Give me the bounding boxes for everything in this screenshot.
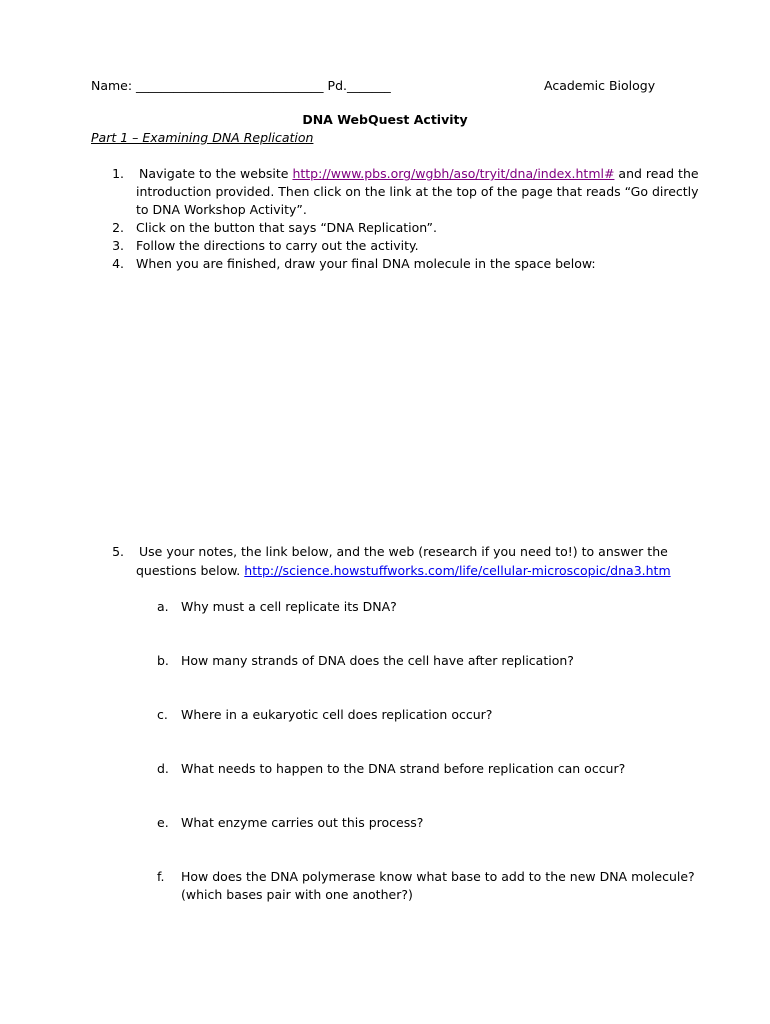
- step-text-line: introduction provided. Then click on the link at the top of the page that reads “Go directly: [136, 184, 699, 199]
- question-letter: d.: [157, 761, 169, 776]
- question-letter: e.: [157, 815, 169, 830]
- step-text: [139, 166, 699, 181]
- step-number: 4.: [112, 256, 124, 271]
- step-number: 2.: [112, 220, 124, 235]
- part-heading: Part 1 – Examining DNA Replication: [91, 130, 314, 145]
- question-letter: a.: [157, 599, 169, 614]
- step-number: 3.: [112, 238, 124, 253]
- drawing-space[interactable]: [136, 280, 676, 530]
- question-text: What enzyme carries out this process?: [181, 815, 424, 830]
- pbs-dna-link[interactable]: http://www.pbs.org/wgbh/aso/tryit/dna/index.html#: [292, 166, 615, 181]
- question-text: How many strands of DNA does the cell have after replication?: [181, 653, 574, 668]
- step-text-pre: questions below.: [136, 563, 245, 578]
- question-letter: c.: [157, 707, 168, 722]
- step-text: [136, 563, 671, 578]
- question-text: How does the DNA polymerase know what base to add to the new DNA molecule?: [181, 869, 695, 884]
- name-period-line: Name: ______________________________ Pd._______: [91, 78, 391, 93]
- question-text: Where in a eukaryotic cell does replication occur?: [181, 707, 493, 722]
- step-number: 5.: [112, 544, 124, 559]
- question-letter: b.: [157, 653, 169, 668]
- step-text: Follow the directions to carry out the activity.: [136, 238, 419, 253]
- step-text: Click on the button that says “DNA Replication”.: [136, 220, 437, 235]
- step-text-line: Use your notes, the link below, and the web (research if you need to!) to answer the: [139, 544, 668, 559]
- question-text: What needs to happen to the DNA strand before replication can occur?: [181, 761, 626, 776]
- step-text: When you are finished, draw your final DNA molecule in the space below:: [136, 256, 596, 271]
- step-number: 1.: [112, 166, 124, 181]
- course-name: Academic Biology: [544, 78, 656, 93]
- question-letter: f.: [157, 869, 165, 884]
- step-text-post: and read the: [614, 166, 699, 181]
- step-text-line: to DNA Workshop Activity”.: [136, 202, 307, 217]
- step-text-pre: Navigate to the website: [139, 166, 293, 181]
- howstuffworks-dna-link[interactable]: http://science.howstuffworks.com/life/cellular-microscopic/dna3.htm: [244, 563, 671, 578]
- page-title: DNA WebQuest Activity: [302, 112, 468, 127]
- question-text: Why must a cell replicate its DNA?: [181, 599, 397, 614]
- question-text-line: (which bases pair with one another?): [181, 887, 413, 902]
